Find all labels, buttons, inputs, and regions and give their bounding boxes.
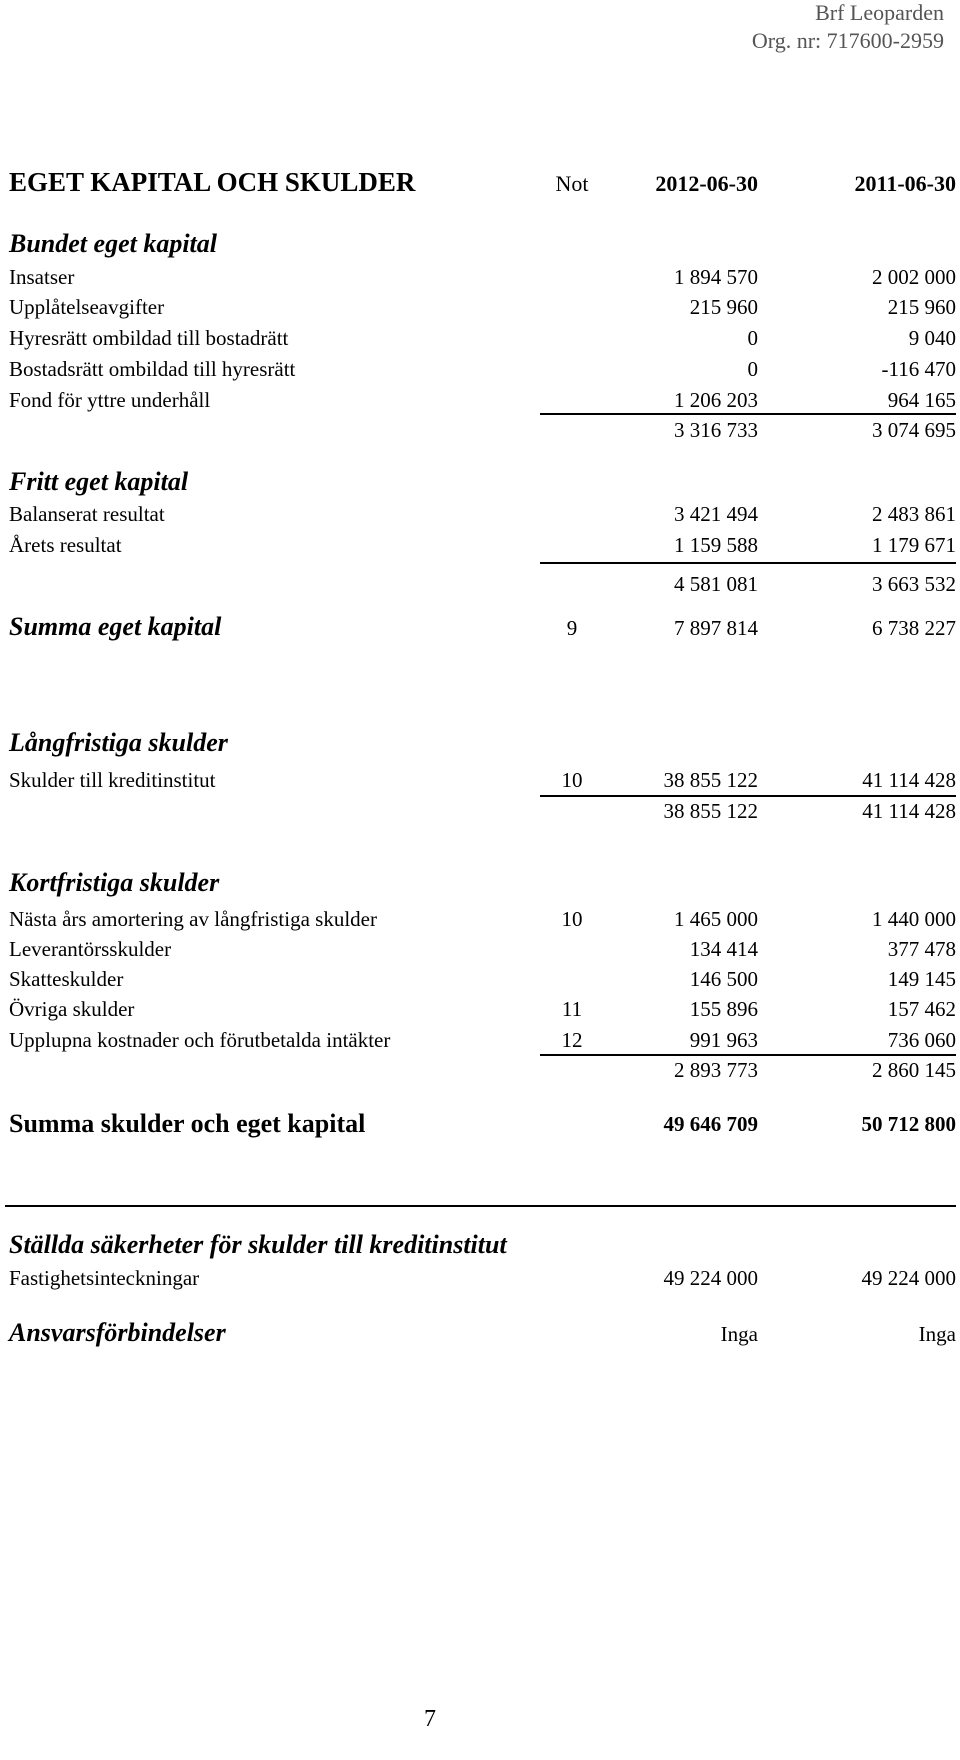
grand-total-label: Summa skulder och eget kapital [9, 1109, 366, 1138]
sum-rule [540, 413, 758, 415]
row-value-2012: 134 414 [689, 937, 758, 961]
row-label: Bostadsrätt ombildad till hyresrätt [9, 357, 296, 381]
row-value-2011: 157 462 [887, 997, 956, 1021]
row-value-2012: 1 206 203 [674, 388, 758, 412]
row-label: Insatser [9, 265, 75, 289]
subtotal-value-2012: 4 581 081 [674, 572, 758, 596]
contingent-value-2012: Inga [720, 1322, 758, 1346]
row-label: Upplåtelseavgifter [9, 295, 165, 319]
sum-rule [739, 562, 956, 564]
org-name: Brf Leoparden [815, 0, 944, 25]
total-value-2011: 6 738 227 [872, 616, 956, 640]
sum-rule [540, 562, 758, 564]
row-value-2011: 964 165 [887, 388, 956, 412]
row-label: Skulder till kreditinstitut [9, 768, 216, 792]
row-value-2011: -116 470 [881, 357, 956, 381]
section-heading-sakerheter: Ställda säkerheter för skulder till kreditinstitut [9, 1230, 507, 1259]
row-value-2012: 991 963 [689, 1028, 758, 1052]
row-label: Upplupna kostnader och förutbetalda intäkter [9, 1028, 391, 1052]
row-label: Skatteskulder [9, 967, 124, 991]
page-number: 7 [424, 1706, 436, 1732]
section-heading-bundet: Bundet eget kapital [9, 229, 217, 258]
row-value-2011: 49 224 000 [861, 1266, 956, 1290]
row-value-2011: 9 040 [908, 326, 956, 350]
row-value-2011: 736 060 [887, 1028, 956, 1052]
subtotal-value-2011: 2 860 145 [872, 1058, 956, 1082]
row-value-2011: 1 179 671 [872, 533, 956, 557]
row-label: Nästa års amortering av långfristiga skulder [9, 907, 377, 931]
row-value-2011: 2 002 000 [872, 265, 956, 289]
section-heading-kortfristiga: Kortfristiga skulder [9, 868, 220, 897]
subtotal-value-2012: 2 893 773 [674, 1058, 758, 1082]
sum-rule [540, 795, 758, 797]
row-label: Årets resultat [9, 533, 122, 557]
grand-total-value-2011: 50 712 800 [861, 1112, 956, 1136]
note-column-header: Not [555, 171, 589, 196]
row-label: Hyresrätt ombildad till bostadrätt [9, 326, 289, 350]
row-value-2011: 1 440 000 [872, 907, 956, 931]
page-title: EGET KAPITAL OCH SKULDER [9, 167, 416, 197]
row-label: Leverantörsskulder [9, 937, 172, 961]
sum-rule [540, 1054, 758, 1056]
row-label: Övriga skulder [9, 997, 135, 1021]
column-header-2011: 2011-06-30 [854, 171, 956, 196]
row-label: Fastighetsinteckningar [9, 1266, 200, 1290]
section-divider [5, 1205, 956, 1207]
note-reference: 9 [566, 616, 578, 640]
section-heading-fritt: Fritt eget kapital [9, 467, 189, 496]
note-reference: 10 [561, 768, 583, 792]
row-value-2011: 149 145 [887, 967, 956, 991]
row-value-2012: 1 894 570 [674, 265, 758, 289]
row-value-2011: 215 960 [887, 295, 956, 319]
total-value-2012: 7 897 814 [674, 616, 758, 640]
row-value-2012: 1 159 588 [674, 533, 758, 557]
row-value-2011: 41 114 428 [862, 768, 956, 792]
row-value-2012: 0 [747, 357, 758, 381]
row-value-2012: 155 896 [689, 997, 758, 1021]
sum-rule [739, 413, 956, 415]
note-reference: 11 [561, 997, 583, 1021]
subtotal-value-2012: 38 855 122 [663, 799, 758, 823]
total-label-eget-kapital: Summa eget kapital [9, 612, 222, 641]
subtotal-value-2011: 41 114 428 [862, 799, 956, 823]
sum-rule [739, 1054, 956, 1056]
row-value-2012: 0 [747, 326, 758, 350]
subtotal-value-2011: 3 074 695 [872, 418, 956, 442]
org-number: Org. nr: 717600-2959 [751, 28, 944, 53]
grand-total-value-2012: 49 646 709 [663, 1112, 758, 1136]
row-value-2012: 38 855 122 [663, 768, 758, 792]
row-value-2011: 377 478 [887, 937, 956, 961]
note-reference: 12 [561, 1028, 583, 1052]
section-heading-langfristiga: Långfristiga skulder [9, 728, 228, 757]
row-label: Balanserat resultat [9, 502, 165, 526]
column-header-2012: 2012-06-30 [655, 171, 758, 196]
contingent-value-2011: Inga [918, 1322, 956, 1346]
row-value-2012: 49 224 000 [663, 1266, 758, 1290]
subtotal-value-2011: 3 663 532 [872, 572, 956, 596]
sum-rule [739, 795, 956, 797]
row-value-2012: 3 421 494 [674, 502, 758, 526]
row-label: Fond för yttre underhåll [9, 388, 211, 412]
subtotal-value-2012: 3 316 733 [674, 418, 758, 442]
row-value-2011: 2 483 861 [872, 502, 956, 526]
row-value-2012: 215 960 [689, 295, 758, 319]
row-value-2012: 146 500 [689, 967, 758, 991]
contingent-liabilities-label: Ansvarsförbindelser [9, 1318, 226, 1347]
row-value-2012: 1 465 000 [674, 907, 758, 931]
note-reference: 10 [561, 907, 583, 931]
